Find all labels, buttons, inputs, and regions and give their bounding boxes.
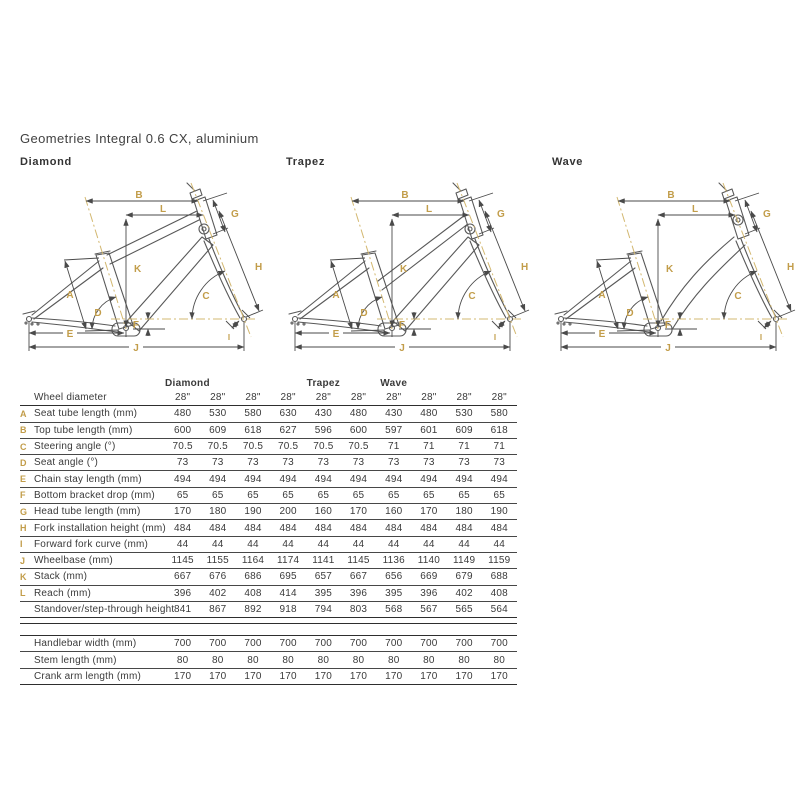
- cell-value: 494: [349, 473, 368, 485]
- cell-value: 44: [247, 538, 259, 550]
- frame-diagram-trapez: [281, 171, 533, 361]
- cell-value: 700: [385, 638, 403, 650]
- row-letter: H: [20, 523, 27, 534]
- section-gap: [20, 624, 517, 635]
- cell-value: 28": [174, 392, 191, 404]
- row-label: Chain stay length (mm): [34, 473, 142, 485]
- table-row: [20, 520, 517, 536]
- table-row: [20, 406, 517, 422]
- cell-value: 28": [315, 392, 331, 404]
- cell-value: 1155: [206, 555, 229, 567]
- cell-value: 484: [244, 522, 262, 534]
- cell-value: 867: [209, 604, 227, 615]
- cell-value: 28": [245, 392, 261, 404]
- cell-value: 564: [490, 604, 508, 615]
- table-row: [20, 537, 517, 553]
- cell-value: 28": [456, 392, 472, 404]
- cell-value: 170: [490, 670, 508, 682]
- cell-value: 609: [455, 424, 473, 436]
- table-row: [20, 569, 517, 585]
- cell-value: 430: [385, 408, 403, 420]
- cell-value: 71: [423, 441, 435, 453]
- cell-value: 494: [385, 473, 403, 485]
- cell-value: 70.5: [207, 441, 228, 453]
- cell-value: 580: [244, 408, 262, 420]
- cell-value: 190: [244, 506, 262, 518]
- row-label: Top tube length (mm): [34, 424, 133, 436]
- column-group-header: Trapez: [306, 377, 341, 389]
- cell-value: 609: [209, 424, 227, 436]
- cell-value: 484: [349, 522, 368, 534]
- row-letter: F: [20, 490, 26, 501]
- cell-value: 80: [247, 654, 259, 666]
- cell-value: 28": [421, 392, 437, 404]
- cell-value: 73: [423, 457, 435, 469]
- cell-value: 28": [491, 392, 507, 404]
- table-row: [20, 669, 517, 685]
- down-tube: [393, 237, 479, 331]
- table-row: [20, 439, 517, 455]
- cell-value: 180: [209, 506, 227, 518]
- cell-value: 676: [209, 571, 227, 583]
- table-row: [20, 471, 517, 487]
- table-row: [20, 455, 517, 471]
- cell-value: 80: [176, 654, 189, 666]
- cell-value: 65: [387, 489, 400, 501]
- cell-value: 1164: [241, 555, 265, 567]
- cell-value: 170: [349, 506, 368, 518]
- cell-value: 484: [490, 522, 508, 534]
- cell-value: 70.5: [278, 441, 299, 453]
- cell-value: 484: [279, 522, 297, 534]
- head-tube: [460, 197, 483, 239]
- cell-value: 28": [386, 392, 402, 404]
- cell-value: 71: [493, 441, 506, 453]
- cell-value: 530: [209, 408, 227, 420]
- cell-value: 414: [279, 587, 297, 599]
- row-label: Seat angle (°): [34, 457, 99, 469]
- cell-value: 700: [209, 638, 227, 650]
- row-label: Stem length (mm): [34, 654, 117, 666]
- cell-value: 65: [317, 489, 330, 501]
- row-label: Fork installation height (mm): [34, 522, 166, 534]
- cell-value: 73: [282, 457, 294, 469]
- cell-value: 170: [420, 506, 438, 518]
- cell-value: 70.5: [172, 441, 193, 453]
- cell-value: 200: [279, 506, 297, 518]
- cell-value: 73: [212, 457, 224, 469]
- fork: [736, 239, 776, 318]
- cell-value: 530: [455, 408, 473, 420]
- stem-spacers: [190, 189, 202, 199]
- cell-value: 686: [244, 571, 262, 583]
- rear-detail-dot: [31, 323, 33, 325]
- rear-axle: [27, 317, 32, 322]
- cell-value: 700: [244, 638, 262, 650]
- cell-value: 494: [209, 473, 227, 485]
- row-letter: C: [20, 441, 27, 452]
- cell-value: 918: [279, 604, 297, 615]
- diagram-wave: [547, 156, 799, 370]
- rear-detail-dot: [25, 322, 27, 324]
- diagram-title-trapez: Trapez: [286, 156, 326, 168]
- cell-value: 1145: [171, 555, 194, 567]
- rear-detail-dot: [557, 322, 559, 324]
- cell-value: 170: [314, 670, 332, 682]
- cell-value: 44: [493, 538, 506, 550]
- cell-value: 494: [420, 473, 438, 485]
- cell-value: 1145: [347, 555, 370, 567]
- cell-value: 1149: [452, 555, 476, 567]
- cell-value: 600: [173, 424, 192, 436]
- cell-value: 667: [349, 571, 368, 583]
- cell-value: 71: [458, 441, 470, 453]
- cell-value: 44: [352, 538, 365, 550]
- cell-value: 28": [210, 392, 226, 404]
- cell-value: 430: [314, 408, 332, 420]
- cell-value: 669: [420, 571, 438, 583]
- cell-value: 408: [244, 587, 262, 599]
- row-label: Stack (mm): [34, 571, 88, 583]
- row-letter: B: [20, 425, 27, 436]
- rear-detail-dot: [563, 323, 565, 325]
- cell-value: 700: [490, 638, 508, 650]
- row-letter: G: [20, 506, 28, 517]
- cell-value: 80: [423, 654, 435, 666]
- cell-value: 1136: [382, 555, 405, 567]
- cell-value: 600: [349, 424, 368, 436]
- column-group-header: Diamond: [165, 377, 210, 389]
- cell-value: 1140: [417, 555, 441, 567]
- cell-value: 65: [212, 489, 224, 501]
- row-label: Steering angle (°): [34, 441, 116, 453]
- cell-value: 170: [279, 670, 297, 682]
- cell-value: 580: [490, 408, 508, 420]
- row-letter: L: [20, 588, 26, 599]
- cell-value: 73: [387, 457, 400, 469]
- table-row: [20, 423, 517, 439]
- frame-diagram-diamond: [15, 171, 267, 361]
- cell-value: 484: [209, 522, 227, 534]
- cell-value: 70.5: [242, 441, 264, 453]
- rear-detail-dot: [37, 323, 39, 325]
- frame-diagram-wave: [547, 171, 799, 361]
- cell-value: 803: [349, 604, 368, 615]
- down-tube: [127, 237, 213, 331]
- cell-value: 679: [455, 571, 473, 583]
- table-row: [20, 504, 517, 520]
- cell-value: 656: [385, 571, 403, 583]
- cell-value: 688: [490, 571, 508, 583]
- geometry-table: [20, 376, 517, 685]
- cell-value: 70.5: [313, 441, 334, 453]
- row-letter: J: [20, 555, 26, 566]
- cell-value: 73: [247, 457, 259, 469]
- rear-axle: [559, 317, 564, 322]
- table-row: [20, 586, 517, 602]
- table-row: [20, 390, 517, 406]
- cell-value: 494: [490, 473, 508, 485]
- cell-value: 65: [493, 489, 506, 501]
- cell-value: 1159: [488, 555, 511, 567]
- cell-value: 170: [455, 670, 473, 682]
- cell-value: 794: [314, 604, 332, 615]
- row-label: Bottom bracket drop (mm): [34, 489, 155, 501]
- cell-value: 160: [385, 506, 403, 518]
- cell-value: 567: [420, 604, 438, 615]
- row-label: Standover/step-through height: [34, 604, 175, 615]
- cell-value: 480: [420, 408, 438, 420]
- cell-value: 700: [349, 638, 368, 650]
- cell-value: 700: [279, 638, 297, 650]
- row-label: Reach (mm): [34, 587, 92, 599]
- cell-value: 170: [244, 670, 262, 682]
- cell-value: 44: [317, 538, 330, 550]
- cell-value: 44: [176, 538, 189, 550]
- cell-value: 396: [173, 587, 192, 599]
- row-letter: E: [20, 474, 27, 485]
- cell-value: 395: [314, 587, 332, 599]
- table-row: [20, 553, 517, 569]
- rear-detail-dot: [297, 323, 299, 325]
- cell-value: 65: [282, 489, 294, 501]
- diagram-trapez: [281, 156, 533, 370]
- cell-value: 73: [493, 457, 506, 469]
- row-letter: A: [20, 408, 27, 419]
- cell-value: 170: [173, 670, 192, 682]
- cell-value: 44: [423, 538, 435, 550]
- cell-value: 700: [314, 638, 332, 650]
- cell-value: 396: [420, 587, 438, 599]
- cell-value: 618: [244, 424, 262, 436]
- rear-detail-dot: [569, 323, 571, 325]
- cell-value: 700: [420, 638, 438, 650]
- row-label: Handlebar width (mm): [34, 638, 137, 650]
- row-letter: D: [20, 457, 27, 468]
- cell-value: 71: [387, 441, 400, 453]
- cell-value: 44: [458, 538, 470, 550]
- cell-value: 402: [209, 587, 227, 599]
- cell-value: 65: [458, 489, 470, 501]
- cell-value: 73: [176, 457, 189, 469]
- cell-value: 395: [385, 587, 403, 599]
- cell-value: 80: [493, 654, 506, 666]
- cell-value: 65: [176, 489, 189, 501]
- cell-value: 73: [317, 457, 330, 469]
- rear-detail-dot: [291, 322, 293, 324]
- cell-value: 627: [279, 424, 297, 436]
- cell-value: 80: [282, 654, 294, 666]
- cell-value: 494: [314, 473, 332, 485]
- cell-value: 484: [314, 522, 332, 534]
- cell-value: 73: [352, 457, 365, 469]
- row-label: Forward fork curve (mm): [34, 538, 149, 550]
- row-label: Crank arm length (mm): [34, 670, 141, 682]
- table-row: [20, 635, 517, 652]
- cell-value: 70.5: [348, 441, 369, 453]
- table-row: [20, 376, 517, 390]
- diagram-title-wave: Wave: [552, 156, 584, 168]
- cell-value: 484: [385, 522, 403, 534]
- cell-value: 484: [420, 522, 438, 534]
- cell-value: 170: [349, 670, 368, 682]
- cell-value: 1174: [277, 555, 300, 567]
- cell-value: 170: [420, 670, 438, 682]
- cell-value: 170: [209, 670, 227, 682]
- rear-axle: [293, 317, 298, 322]
- cell-value: 80: [212, 654, 224, 666]
- down-tube: [661, 237, 745, 328]
- table-row: [20, 652, 517, 668]
- cell-value: 170: [385, 670, 403, 682]
- cell-value: 484: [455, 522, 473, 534]
- cell-value: 630: [279, 408, 297, 420]
- stem-spacers: [722, 189, 734, 199]
- cell-value: 700: [455, 638, 473, 650]
- fork: [470, 239, 510, 318]
- cell-value: 667: [173, 571, 192, 583]
- cell-value: 841: [173, 604, 192, 615]
- cell-value: 73: [458, 457, 470, 469]
- fork: [204, 239, 244, 318]
- cell-value: 1141: [312, 555, 335, 567]
- cell-value: 494: [279, 473, 297, 485]
- cell-value: 44: [387, 538, 400, 550]
- column-group-header: Wave: [380, 377, 408, 389]
- cell-value: 160: [314, 506, 332, 518]
- cell-value: 402: [455, 587, 473, 599]
- stem-spacers: [456, 189, 468, 199]
- row-label: Seat tube length (mm): [34, 408, 138, 420]
- cell-value: 396: [349, 587, 368, 599]
- cell-value: 568: [385, 604, 403, 615]
- row-label: Wheelbase (mm): [34, 555, 113, 567]
- cell-value: 494: [244, 473, 262, 485]
- row-label: Head tube length (mm): [34, 506, 141, 518]
- chain-stays: [298, 318, 383, 332]
- cell-value: 657: [314, 571, 332, 583]
- cell-value: 596: [314, 424, 332, 436]
- cell-value: 28": [280, 392, 296, 404]
- chain-stays: [564, 318, 649, 332]
- row-letter: I: [20, 539, 23, 550]
- cell-value: 892: [244, 604, 262, 615]
- cell-value: 65: [423, 489, 435, 501]
- cell-value: 190: [490, 506, 508, 518]
- row-letter: K: [20, 571, 27, 582]
- cell-value: 700: [173, 638, 192, 650]
- cell-value: 480: [173, 408, 192, 420]
- cell-value: 65: [247, 489, 259, 501]
- cell-value: 80: [458, 654, 470, 666]
- cell-value: 65: [352, 489, 365, 501]
- cell-value: 408: [490, 587, 508, 599]
- table-row: [20, 488, 517, 504]
- cell-value: 494: [173, 473, 192, 485]
- diagram-title-diamond: Diamond: [20, 156, 72, 168]
- chain-stays: [32, 318, 117, 332]
- diagram-diamond: [15, 156, 267, 370]
- cell-value: 44: [282, 538, 294, 550]
- cell-value: 80: [317, 654, 330, 666]
- cell-value: 480: [349, 408, 368, 420]
- page-title: Geometries Integral 0.6 CX, aluminium: [20, 131, 259, 146]
- head-tube: [194, 197, 217, 239]
- cell-value: 484: [173, 522, 192, 534]
- cell-value: 597: [385, 424, 403, 436]
- cell-value: 44: [212, 538, 224, 550]
- top-tube: [107, 211, 201, 264]
- cell-value: 618: [490, 424, 508, 436]
- cell-value: 601: [420, 424, 438, 436]
- cell-value: 28": [350, 392, 367, 404]
- cell-value: 80: [387, 654, 400, 666]
- cell-value: 494: [455, 473, 473, 485]
- row-label: Wheel diameter: [34, 392, 107, 404]
- cell-value: 565: [455, 604, 473, 615]
- rear-detail-dot: [303, 323, 305, 325]
- cell-value: 180: [455, 506, 473, 518]
- table-row: [20, 602, 517, 618]
- cell-value: 170: [173, 506, 192, 518]
- cell-value: 80: [352, 654, 365, 666]
- cell-value: 695: [279, 571, 297, 583]
